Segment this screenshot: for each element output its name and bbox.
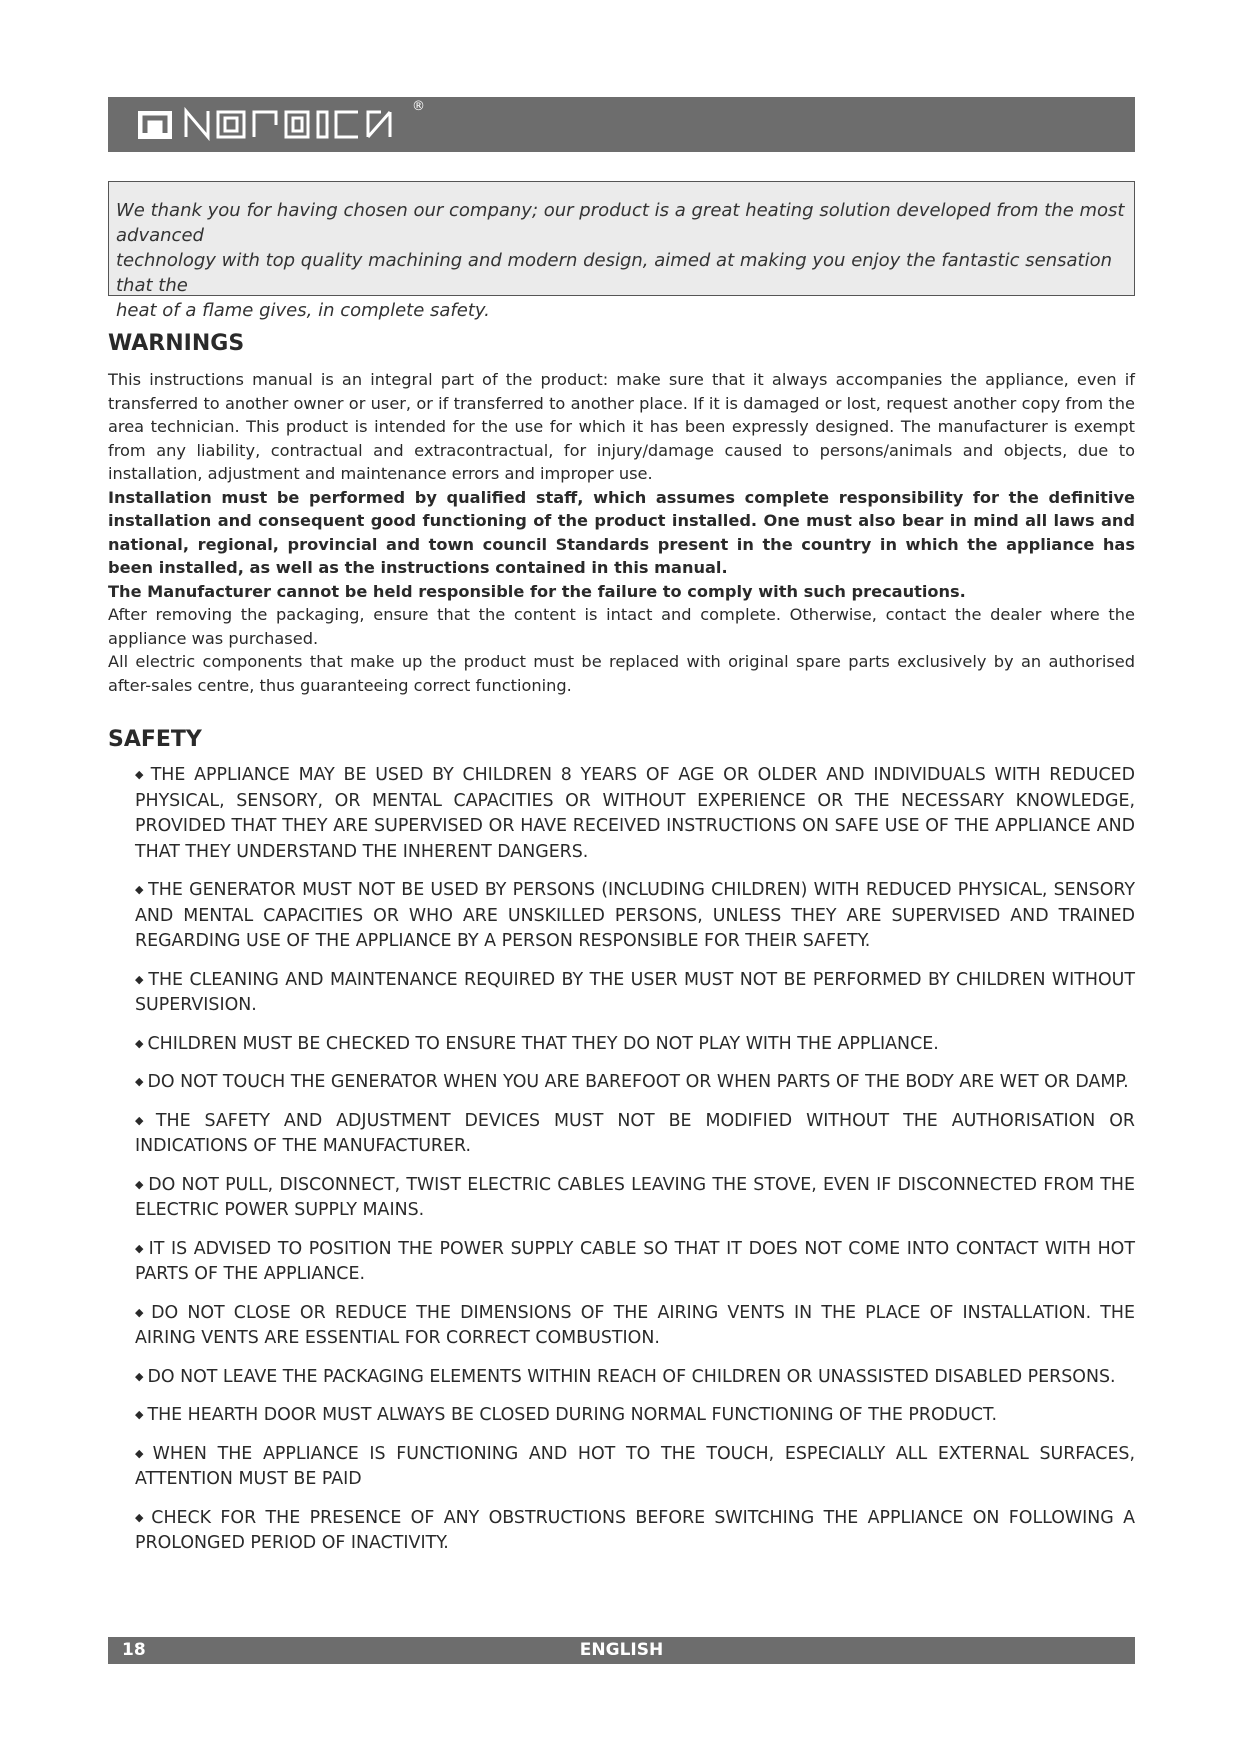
header-bar [108, 97, 1135, 152]
brand-logo [136, 105, 436, 143]
bullet-icon: ◆ [135, 972, 145, 986]
warnings-paragraph: All electric components that make up the product must be replaced with original spare parts exclusively by an authorised after-sales centre, thus guaranteeing correct functioning. [108, 652, 1135, 695]
warnings-paragraph: This instructions manual is an integral part of the product: make sure that it always accompanies the appliance, even if transferred to another owner or user, or if transferred to another place. If it is damaged or lost, request another copy from the area technician. This product is intended for the use for which it has been expressly designed. The manufacturer is exempt from any liability, contractual and extracontractual, for injury/damage caused to persons/animals and objects, due to installation, adjustment and maintenance errors and improper use. [108, 370, 1135, 483]
bullet-icon: ◆ [135, 1241, 145, 1255]
intro-box [108, 181, 1135, 321]
bullet-icon: ◆ [135, 768, 147, 781]
bullet-icon: ◆ [135, 1305, 148, 1319]
warnings-bold-paragraph: Installation must be performed by qualified staff, which assumes complete responsibility for the definitive installation and consequent good functioning of the product installed. One must also bear in mind all laws and national, regional, provincial and town council Standards present in the country in which the appliance has been installed, as well as the instructions contained in this manual. [108, 487, 1135, 577]
safety-list [135, 762, 1135, 1569]
safety-item: ◆ DO NOT TOUCH THE GENERATOR WHEN YOU ARE BAREFOOT OR WHEN PARTS OF THE BODY ARE WET OR DAMP. [135, 1072, 1129, 1092]
bullet-icon: ◆ [135, 883, 145, 896]
bullet-icon: ◆ [135, 1113, 152, 1127]
safety-item: ◆ CHILDREN MUST BE CHECKED TO ENSURE THAT THEY DO NOT PLAY WITH THE APPLIANCE. [135, 1033, 939, 1054]
warnings-bold-paragraph: The Manufacturer cannot be held responsible for the failure to comply with such precautions. [108, 581, 966, 601]
safety-item: ◆ THE HEARTH DOOR MUST ALWAYS BE CLOSED DURING NORMAL FUNCTIONING OF THE PRODUCT. [135, 1405, 998, 1425]
warnings-paragraph: After removing the packaging, ensure that the content is intact and complete. Otherwise, contact the dealer where the appliance was purchased. [108, 605, 1135, 648]
bullet-icon: ◆ [135, 1075, 144, 1088]
safety-item: ◆ THE GENERATOR MUST NOT BE USED BY PERSONS (INCLUDING CHILDREN) WITH REDUCED PHYSICAL, SENSORY AND MENTAL CAPACITIES OR WHO ARE UNSKILLED PERSONS, UNLESS THEY ARE SUPERVISED AND TRAINED REGARDING USE OF THE APPLIANCE BY A PERSON RESPONSIBLE FOR THEIR SAFETY. [135, 880, 1135, 951]
safety-item: ◆ DO NOT LEAVE THE PACKAGING ELEMENTS WITHIN REACH OF CHILDREN OR UNASSISTED DISABLED PERSONS. [135, 1366, 1116, 1387]
safety-item: ◆ IT IS ADVISED TO POSITION THE POWER SUPPLY CABLE SO THAT IT DOES NOT COME INTO CONTACT WITH HOT PARTS OF THE APPLIANCE. [135, 1238, 1135, 1284]
bullet-icon: ◆ [135, 1177, 145, 1191]
safety-item: ◆ DO NOT CLOSE OR REDUCE THE DIMENSIONS OF THE AIRING VENTS IN THE PLACE OF INSTALLATION. THE AIRING VENTS ARE ESSENTIAL FOR CORRECT COMBUSTION. [135, 1302, 1135, 1348]
intro-text: We thank you for having chosen our company; our product is a great heating solution developed from the most advanced technology with top quality machining and modern design, aimed at making you enjoy the fantastic sensation that the heat of a flame gives, in complete safety. [116, 200, 1125, 321]
safety-item: ◆ THE CLEANING AND MAINTENANCE REQUIRED BY THE USER MUST NOT BE PERFORMED BY CHILDREN WITHOUT SUPERVISION. [135, 969, 1135, 1015]
safety-item: ◆ THE APPLIANCE MAY BE USED BY CHILDREN 8 YEARS OF AGE OR OLDER AND INDIVIDUALS WITH REDUCED PHYSICAL, SENSORY, OR MENTAL CAPACITIES OR WITHOUT EXPERIENCE OR THE NECESSARY KNOWLEDGE, PROVIDED THAT THEY ARE SUPERVISED OR HAVE RECEIVED INSTRUCTIONS ON SAFE USE OF THE APPLIANCE AND THAT THEY UNDERSTAND THE INHERENT DANGERS. [135, 765, 1135, 862]
safety-item: ◆ CHECK FOR THE PRESENCE OF ANY OBSTRUCTIONS BEFORE SWITCHING THE APPLIANCE ON FOLLOWING A PROLONGED PERIOD OF INACTIVITY. [135, 1507, 1135, 1553]
warnings-title: WARNINGS [108, 331, 245, 356]
page-number: 18 [122, 1640, 146, 1660]
safety-item: ◆ WHEN THE APPLIANCE IS FUNCTIONING AND HOT TO THE TOUCH, ESPECIALLY ALL EXTERNAL SURFACES, ATTENTION MUST BE PAID [135, 1443, 1135, 1489]
footer-bar [108, 1637, 1135, 1664]
safety-title: SAFETY [108, 727, 202, 752]
warnings-section [108, 368, 1135, 697]
safety-item: ◆ THE SAFETY AND ADJUSTMENT DEVICES MUST NOT BE MODIFIED WITHOUT THE AUTHORISATION OR INDICATIONS OF THE MANUFACTURER. [135, 1110, 1135, 1156]
registered-mark: ® [412, 99, 425, 114]
bullet-icon: ◆ [135, 1510, 148, 1524]
bullet-icon: ◆ [135, 1369, 144, 1383]
bullet-icon: ◆ [135, 1036, 144, 1050]
safety-item: ◆ DO NOT PULL, DISCONNECT, TWIST ELECTRIC CABLES LEAVING THE STOVE, EVEN IF DISCONNECTED FROM THE ELECTRIC POWER SUPPLY MAINS. [135, 1174, 1135, 1220]
bullet-icon: ◆ [135, 1408, 144, 1421]
language-label: ENGLISH [579, 1640, 664, 1660]
bullet-icon: ◆ [135, 1446, 149, 1460]
